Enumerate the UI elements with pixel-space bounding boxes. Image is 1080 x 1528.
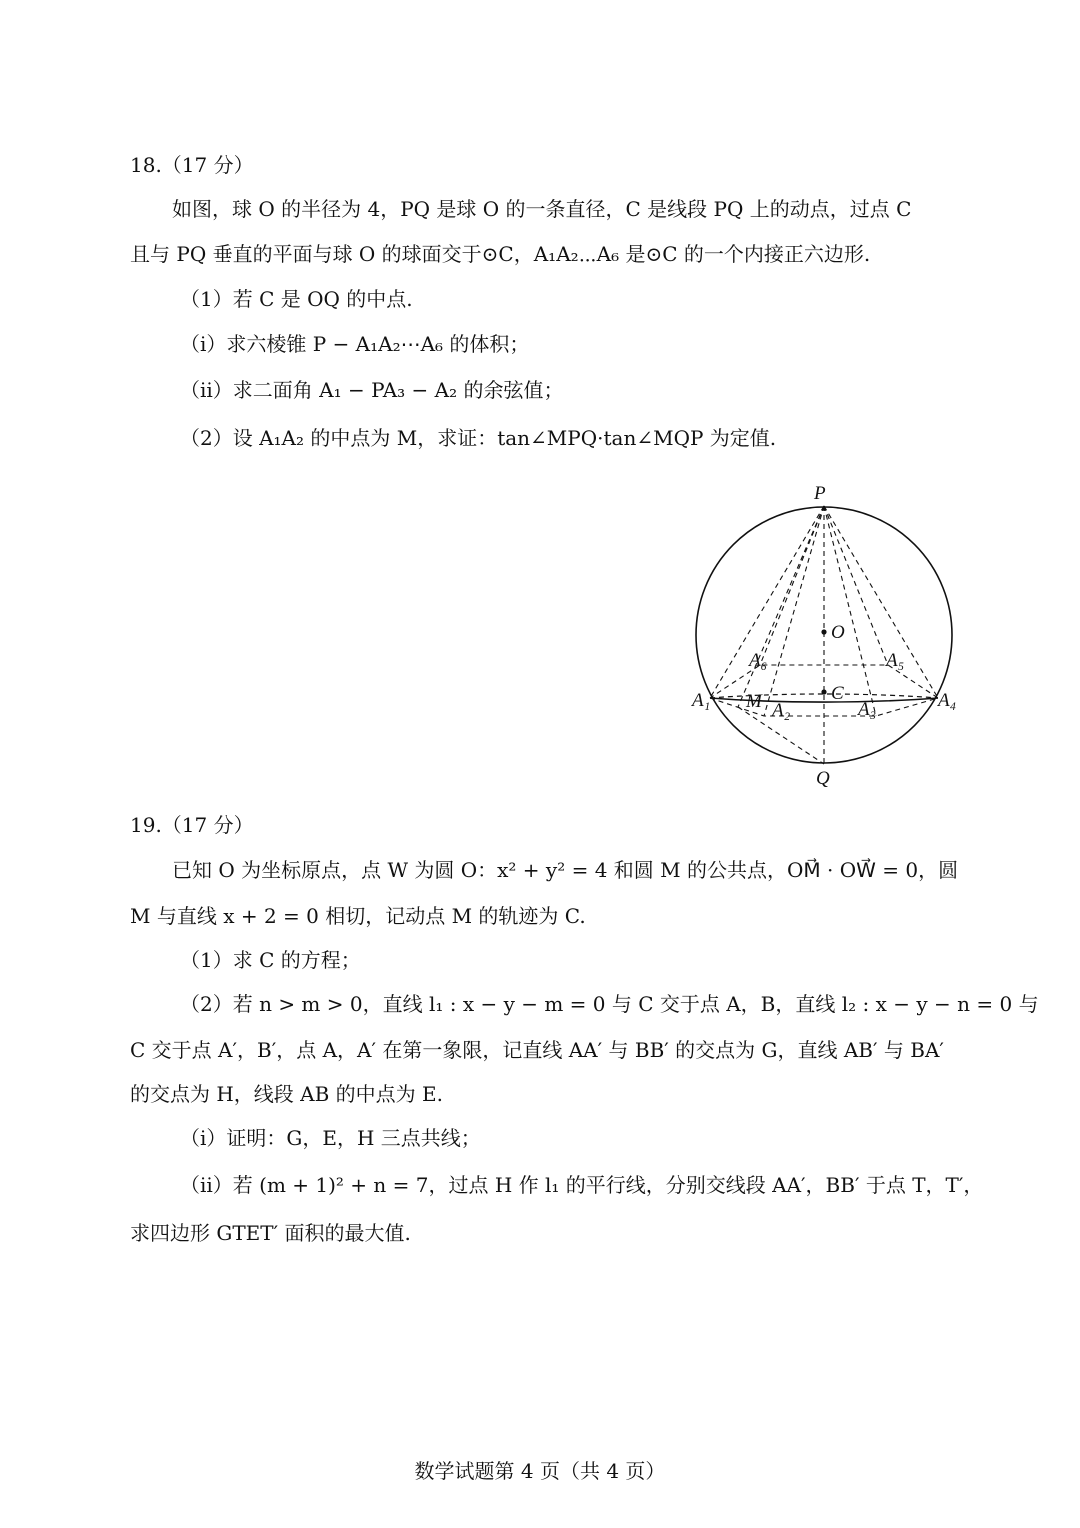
label-q: Q xyxy=(816,768,830,789)
segment-pm xyxy=(738,506,824,707)
label-m: M xyxy=(746,691,762,712)
label-a2: A₂ xyxy=(772,700,791,721)
q19-part-1: （1）求 C 的方程； xyxy=(180,948,361,972)
sphere-figure xyxy=(680,478,980,798)
label-a3: A₃ xyxy=(858,699,877,720)
edge-pa2 xyxy=(764,506,824,716)
q19-part-2-line-3: 的交点为 H，线段 AB 的中点为 E. xyxy=(130,1082,443,1106)
label-a6: A₆ xyxy=(749,650,768,671)
q18-sub-i: （ⅰ）求六棱锥 P − A₁A₂⋯A₆ 的体积； xyxy=(180,332,530,356)
q19-sub-ii-line-2: 求四边形 GTET′ 面积的最大值. xyxy=(130,1221,411,1245)
label-a5: A₅ xyxy=(886,650,905,671)
q19-line-2: M 与直线 x + 2 = 0 相切，记动点 M 的轨迹为 C. xyxy=(130,904,586,928)
page-footer: 数学试题第 4 页（共 4 页） xyxy=(414,1459,666,1483)
point-o xyxy=(821,629,826,634)
q19-header: 19.（17 分） xyxy=(130,813,254,837)
q18-line-2: 且与 PQ 垂直的平面与球 O 的球面交于⊙C，A₁A₂⋯A₆ 是⊙C 的一个内接正六边形. xyxy=(130,242,871,266)
q19-line-1: 已知 O 为坐标原点，点 W 为圆 O：x² + y² = 4 和圆 M 的公共点，OM⃗ · OW⃗ = 0，圆 xyxy=(172,858,959,882)
q19-part-2-line-1: （2）若 n > m > 0，直线 l₁ : x − y − m = 0 与 C 交于点 A，B，直线 l₂ : x − y − n = 0 与 xyxy=(180,992,1039,1016)
label-a1: A₁ xyxy=(692,690,711,711)
q19-part-2-line-2: C 交于点 A′，B′，点 A，A′ 在第一象限，记直线 AA′ 与 BB′ 的交点为 G，直线 AB′ 与 BA′ xyxy=(130,1038,944,1062)
edge-pa4 xyxy=(824,506,938,698)
q18-sub-ii: （ⅱ）求二面角 A₁ − PA₃ − A₂ 的余弦值； xyxy=(180,378,564,402)
q19-sub-i: （ⅰ）证明：G，E，H 三点共线； xyxy=(180,1126,481,1150)
q19-sub-ii-line-1: （ⅱ）若 (m + 1)² + n = 7，过点 H 作 l₁ 的平行线，分别交线段 AA′，BB′ 于点 T，T′， xyxy=(180,1173,984,1197)
label-a4: A₄ xyxy=(938,690,957,711)
q18-line-1: 如图，球 O 的半径为 4，PQ 是球 O 的一条直径，C 是线段 PQ 上的动点，过点 C xyxy=(172,197,912,221)
edge-pa6 xyxy=(760,506,824,665)
label-c: C xyxy=(831,683,844,704)
label-o: O xyxy=(831,622,845,643)
label-p: P xyxy=(814,483,826,504)
point-c xyxy=(821,689,826,694)
q18-part-2: （2）设 A₁A₂ 的中点为 M，求证：tan∠MPQ·tan∠MQP 为定值. xyxy=(180,426,777,450)
q18-part-1: （1）若 C 是 OQ 的中点. xyxy=(180,287,413,311)
q18-header: 18.（17 分） xyxy=(130,153,254,177)
